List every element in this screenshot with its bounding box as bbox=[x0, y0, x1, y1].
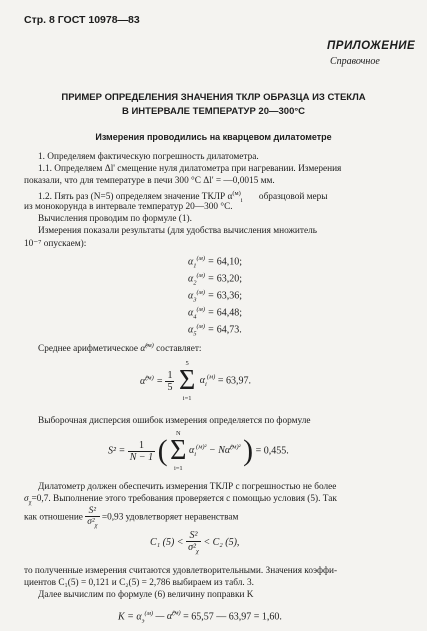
mean-formula: α̂$^{(м)}$ = $\frac{1}{5}$ 5 Σ i=1 $\alpha_i^{(м)} = 63,97$. bbox=[140, 360, 251, 402]
mean-result: = 63,97. bbox=[217, 375, 251, 387]
paragraph-1-1b: показали, что для температуре в печи 300 °С Δl' = —0,0015 мм. bbox=[24, 176, 275, 186]
paragraph-1-2a-text: 1.2. Пять раз (N=5) определяем значение ТКЛР α bbox=[38, 192, 233, 203]
mean-text-label-2: составляет: bbox=[156, 344, 202, 355]
page-header: Стр. 8 ГОСТ 10978—83 bbox=[24, 14, 140, 26]
measurement-row: $\alpha_4^{(м)} = 64,48$; bbox=[188, 306, 243, 321]
paragraph-correction: Далее вычислим по формуле (6) величину поправки K bbox=[38, 590, 254, 600]
paragraph-1-2b: из монокорунда в интервале температур 20—300 °С. bbox=[24, 202, 233, 212]
inequality-fraction: $\frac{\text{S²}}{\sigma^2_\chi}$ bbox=[188, 530, 199, 555]
paragraph-1-1a: 1.1. Определяем Δl' смещение нуля дилатометра при нагревании. Измерения bbox=[38, 164, 342, 174]
paragraph-1: 1. Определяем фактическую погрешность дилатометра. bbox=[38, 152, 259, 162]
appendix-title: ПРИЛОЖЕНИЕ bbox=[327, 40, 416, 52]
paragraph-dilatometer-a: Дилатометр должен обеспечить измерения ТКЛР с погрешностью не более bbox=[38, 482, 337, 492]
inequality-formula: C₁ (5) < $\frac{\text{S²}}{\sigma^2_\chi}$ < C₂ (5), bbox=[150, 530, 240, 555]
sum-symbol: 5 Σ i=1 bbox=[178, 360, 196, 402]
measurement-row: $\alpha_3^{(м)} = 63,36$; bbox=[188, 289, 243, 304]
section-heading: Измерения проводились на кварцевом дилатометре bbox=[95, 132, 332, 142]
paragraph-conclusion-a: то полученные измерения считаются удовлетворительными. Значения коэффи- bbox=[24, 566, 338, 576]
paragraph-formula-ref: Вычисления проводим по формуле (1). bbox=[38, 214, 192, 224]
alpha-subscript: i bbox=[240, 196, 243, 204]
mean-fraction: $\frac{1}{5}$ bbox=[167, 369, 173, 393]
alpha-superscript: (м) bbox=[232, 190, 241, 197]
document-title-line-2: В ИНТЕРВАЛЕ ТЕМПЕРАТУР 20—300°С bbox=[121, 106, 306, 117]
paragraph-results-b: 10⁻⁷ опускаем): bbox=[24, 239, 87, 249]
mean-text: Среднее арифметическое α̂$^{(м)}$ составляет: bbox=[38, 342, 202, 355]
k-formula: $K = \alpha_э^{(м)}$ — α̂$^{(м)}$ = 65,57 — 63,97 = 1,60. bbox=[118, 610, 282, 625]
dispersion-sum-symbol: N Σ i=1 bbox=[170, 430, 187, 472]
measurement-row: $\alpha_2^{(м)} = 63,20$; bbox=[188, 272, 243, 287]
ratio-fraction: $\frac{\text{S²}}{\sigma^2_\chi}$ bbox=[87, 506, 98, 529]
measurement-row: $\alpha_5^{(м)} = 64,73$. bbox=[188, 323, 242, 338]
paragraph-ratio: как отношение $\frac{\text{S²}}{\sigma^2_\chi}$ =0,93 удовлетворяет неравенствам bbox=[24, 506, 239, 529]
dispersion-fraction: $\frac{1}{N - 1}$ bbox=[129, 439, 154, 463]
paragraph-1-2a-end: образцовой меры bbox=[258, 192, 328, 203]
appendix-subtitle: Справочное bbox=[330, 56, 380, 67]
paragraph-dilatometer-b: $\sigma_\chi=0,7$. Выполнение этого требования проверяется с помощью условия (5). Так bbox=[24, 494, 337, 506]
dispersion-formula: S² = $\frac{1}{N - 1}$ ( N Σ i=1 $\alpha_i^{(м)^2}$ − Nα̂$^{(м)^2}$ ) = 0,455. bbox=[108, 430, 289, 472]
measurement-row: $\alpha_1^{(м)} = 64,10$; bbox=[188, 255, 243, 270]
document-title-line-1: ПРИМЕР ОПРЕДЕЛЕНИЯ ЗНАЧЕНИЯ ТКЛР ОБРАЗЦА ИЗ СТЕКЛА bbox=[61, 92, 366, 103]
paragraph-conclusion-b: циентов C₁(5) = 0,121 и C₂(5) = 2,786 выбираем из табл. 3. bbox=[24, 578, 254, 588]
dispersion-text: Выборочная дисперсия ошибок измерения определяется по формуле bbox=[38, 416, 311, 426]
mean-text-label: Среднее арифметическое bbox=[38, 344, 139, 355]
paragraph-results-a: Измерения показали результаты (для удобства вычисления множитель bbox=[38, 226, 317, 236]
dispersion-result: = 0,455. bbox=[255, 445, 289, 457]
